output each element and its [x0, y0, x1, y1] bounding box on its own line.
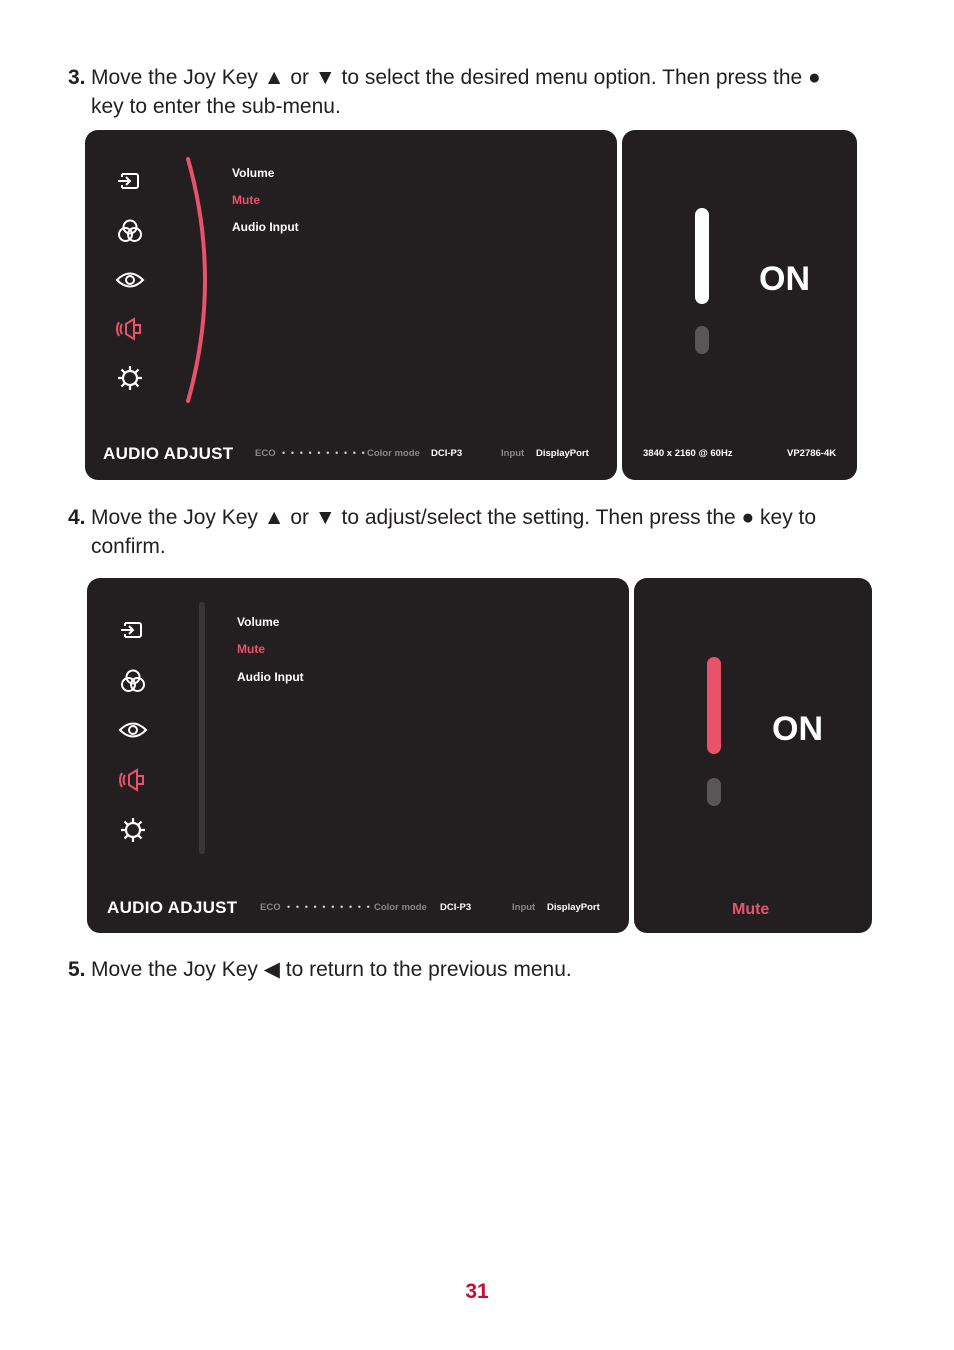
step-text: Move the Joy Key ◀ to return to the previous menu. — [91, 958, 572, 981]
settings-icon[interactable] — [117, 814, 149, 846]
input-icon[interactable] — [117, 614, 149, 646]
model-info: VP2786-4K — [787, 448, 837, 459]
page-number: 31 — [465, 1280, 489, 1303]
input-icon[interactable] — [114, 165, 146, 197]
on-bar[interactable] — [707, 657, 721, 754]
on-label: ON — [772, 710, 823, 748]
audio-icon[interactable] — [114, 313, 146, 345]
eye-icon[interactable] — [114, 264, 146, 296]
menu-title: AUDIO ADJUST — [103, 444, 234, 463]
step-number: 5. — [68, 958, 86, 981]
selection-arc — [180, 155, 220, 405]
eco-label: ECO — [255, 448, 276, 459]
menu-item-audio-input[interactable]: Audio Input — [237, 670, 304, 684]
menu-item-volume[interactable]: Volume — [232, 166, 275, 180]
step-number: 4. — [68, 506, 86, 529]
settings-icon[interactable] — [114, 362, 146, 394]
step-5 — [68, 955, 888, 985]
osd-side-panel-1 — [622, 130, 857, 480]
eco-level-dots: • • • • • • • • • • — [282, 448, 367, 458]
on-bar[interactable] — [695, 208, 709, 304]
step-number: 3. — [68, 66, 86, 89]
step-4 — [68, 503, 908, 563]
input-label: Input — [501, 448, 525, 459]
input-value: DisplayPort — [536, 448, 589, 459]
on-label: ON — [759, 260, 810, 298]
eco-level-dots: • • • • • • • • • • — [287, 902, 372, 912]
input-label: Input — [512, 902, 536, 913]
off-bar[interactable] — [695, 326, 709, 354]
color-mode-label: Color mode — [374, 902, 427, 913]
eye-icon[interactable] — [117, 714, 149, 746]
step-text: Move the Joy Key ▲ or ▼ to select the desired menu option. Then press the ● key to enter the sub-menu. — [91, 66, 821, 118]
osd-main-panel-1 — [85, 130, 617, 480]
menu-item-mute[interactable]: Mute — [232, 193, 260, 207]
color-mode-value: DCI-P3 — [440, 902, 472, 913]
osd-main-panel-2 — [87, 578, 629, 933]
step-text: Move the Joy Key ▲ or ▼ to adjust/select the setting. Then press the ● key to confirm. — [91, 506, 817, 558]
audio-icon[interactable] — [117, 764, 149, 796]
menu-title: AUDIO ADJUST — [107, 898, 238, 917]
color-mode-label: Color mode — [367, 448, 420, 459]
eco-label: ECO — [260, 902, 281, 913]
mute-status: Mute — [732, 901, 770, 918]
menu-item-volume[interactable]: Volume — [237, 615, 280, 629]
menu-item-audio-input[interactable]: Audio Input — [232, 220, 299, 234]
input-value: DisplayPort — [547, 902, 600, 913]
off-bar[interactable] — [707, 778, 721, 806]
resolution-info: 3840 x 2160 @ 60Hz — [643, 448, 733, 459]
step-3 — [68, 63, 888, 123]
color-mode-value: DCI-P3 — [431, 448, 463, 459]
color-icon[interactable] — [117, 665, 149, 697]
color-icon[interactable] — [114, 215, 146, 247]
menu-divider — [199, 602, 205, 854]
menu-item-mute[interactable]: Mute — [237, 642, 265, 656]
osd-side-panel-2 — [634, 578, 872, 933]
